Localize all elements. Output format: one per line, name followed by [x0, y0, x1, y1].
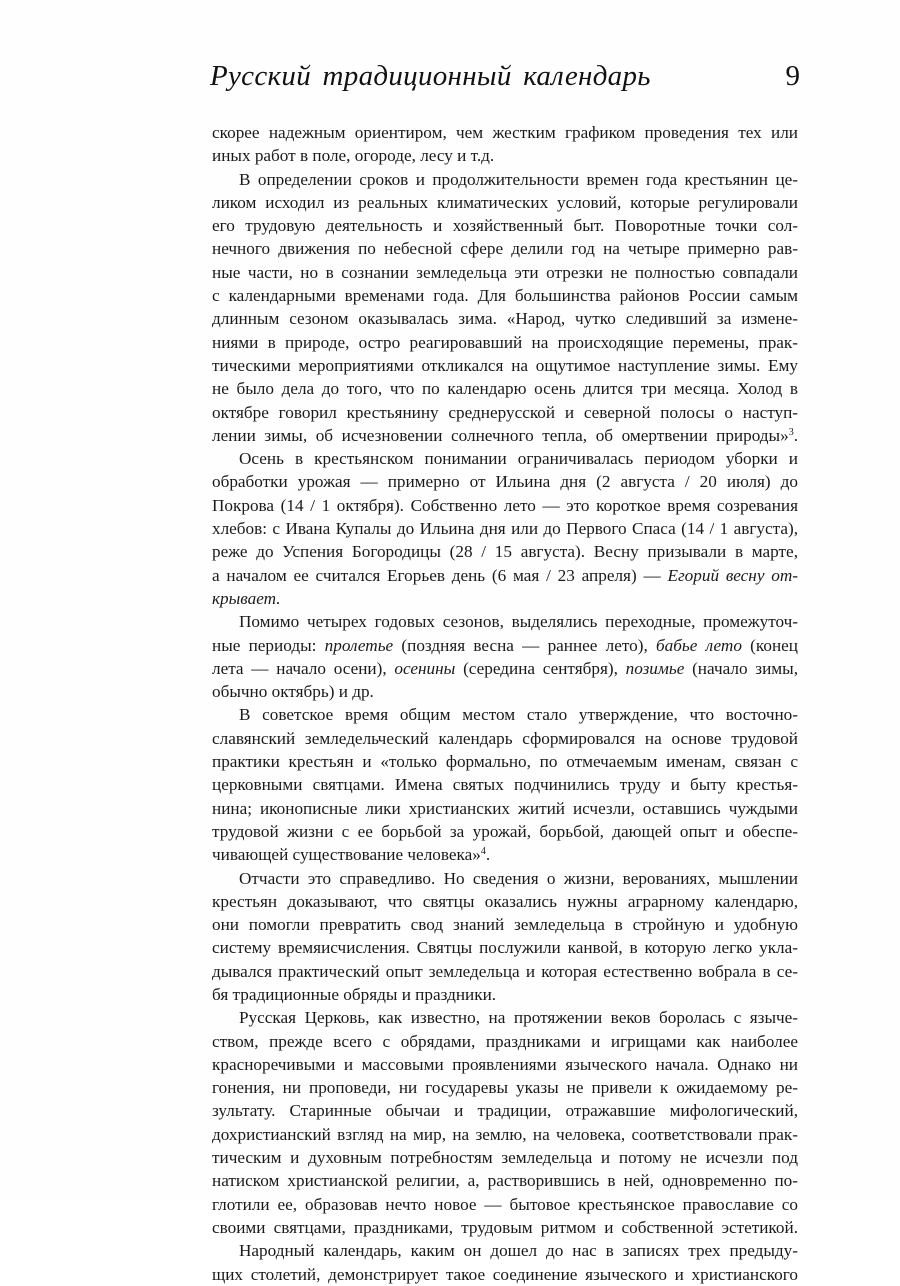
- text-line: славянский земледельческий календарь сформировался на основе трудовой: [212, 728, 798, 748]
- text-line: Осень в крестьянском понимании ограничивалась периодом уборки и: [239, 449, 798, 469]
- text-line: Русская Церковь, как известно, на протяжении веков боролась с языче-: [239, 1008, 798, 1028]
- text-line: дывался практический опыт земледельца и которая естественно вобрала в се-: [212, 961, 798, 981]
- text-line: зультату. Старинные обычаи и традиции, отражавшие мифологический,: [212, 1101, 798, 1121]
- text-line: ством, прежде всего с обрядами, праздниками и игрищами как наиболее: [212, 1031, 798, 1051]
- text-line: ные периоды: пролетье (поздняя весна — раннее лето), бабье лето (конец: [212, 635, 798, 655]
- text-line: крестьян доказывают, что святцы оказались нужны аграрному календарю,: [212, 891, 798, 911]
- text-line: практики крестьян и «только формально, по отмечаемым именам, связан с: [212, 752, 798, 772]
- text-line: обработки урожая — примерно от Ильина дня (2 августа / 20 июля) до: [212, 472, 798, 492]
- text-line: глотили ее, образовав нечто новое — бытовое крестьянское православие со: [212, 1194, 798, 1214]
- text-line: красноречивыми и массовыми проявлениями языческого начала. Однако ни: [212, 1054, 798, 1074]
- text-line: не было дела до того, что по календарю осень длится три месяца. Холод в: [212, 379, 798, 399]
- text-line: тическим и духовным потребностям земледельца и потому не исчезли под: [212, 1148, 798, 1168]
- body-text: [212, 121, 798, 1286]
- text-line: своими святцами, праздниками, трудовым ритмом и собственной эстетикой.: [212, 1217, 798, 1237]
- text-line: нечного движения по небесной сфере делили год на четыре примерно рав-: [212, 239, 798, 259]
- text-line: нина; иконописные лики христианских житий исчезли, оставшись чуждыми: [212, 798, 798, 818]
- text-line: гонения, ни проповеди, ни государевы указы не привели к ожидаемому ре-: [212, 1078, 798, 1098]
- text-line: трудовой жизни с ее борьбой за урожай, борьбой, дающей опыт и обеспе-: [212, 821, 798, 841]
- text-line: длинным сезоном оказывалась зима. «Народ, чутко следивший за измене-: [212, 309, 798, 329]
- text-line: ные части, но в сознании земледельца эти отрезки не полностью совпадали: [212, 262, 798, 282]
- text-line: ниями в природе, остро реагировавший на происходящие перемены, прак-: [212, 332, 798, 352]
- text-line: а началом ее считался Егорьев день (6 мая / 23 апреля) — Егорий весну от-: [212, 565, 798, 585]
- text-line: В советское время общим местом стало утверждение, что восточно-: [239, 705, 798, 725]
- text-line: натиском христианской религии, а, растворившись в ней, одновременно по-: [212, 1171, 798, 1191]
- text-line: Народный календарь, каким он дошел до нас в записях трех предыду-: [239, 1241, 798, 1261]
- page-number: 9: [785, 60, 800, 92]
- text-line: церковными святцами. Имена святых подчинились труду и быту крестья-: [212, 775, 798, 795]
- text-line: щих столетий, демонстрирует такое соединение языческого и христианского: [212, 1264, 798, 1284]
- text-line: октябре говорил крестьянину среднерусской и северной полосы о наступ-: [212, 402, 798, 422]
- text-line: хлебов: с Ивана Купалы до Ильина дня или до Первого Спаса (14 / 1 августа),: [212, 519, 798, 539]
- text-line: чивающей существование человека»$^4$.: [212, 845, 491, 865]
- text-line: реже до Успения Богородицы (28 / 15 августа). Весну призывали в марте,: [212, 542, 798, 562]
- text-line: Отчасти это справедливо. Но сведения о жизни, верованиях, мышлении: [239, 868, 798, 888]
- text-line: тическими мероприятиями откликался на ощутимое наступление зимы. Ему: [212, 355, 798, 375]
- text-line: Помимо четырех годовых сезонов, выделялись переходные, промежуточ-: [239, 612, 798, 632]
- text-line: его трудовую деятельность и хозяйственный быт. Поворотные точки сол-: [212, 216, 798, 236]
- text-line: бя традиционные обряды и праздники.: [212, 984, 497, 1004]
- footnote-ref: 3: [788, 426, 794, 438]
- text-line: они помогли превратить свод знаний земледельца в стройную и удобную: [212, 915, 798, 935]
- text-line: ликом исходил из реальных климатических условий, которые регулировали: [212, 192, 798, 212]
- text-line: с календарными временами года. Для большинства районов России самым: [212, 286, 798, 306]
- running-title: Русский традиционный календарь: [210, 60, 651, 92]
- text-line: В определении сроков и продолжительности времен года крестьянин це-: [239, 169, 798, 189]
- text-line: крывает.: [212, 588, 281, 608]
- text-line: лении зимы, об исчезновении солнечного тепла, об омертвении природы»$^3$.: [212, 425, 798, 445]
- text-line: Покрова (14 / 1 октября). Собственно лето — это короткое время созревания: [212, 495, 798, 515]
- text-line: дохристианский взгляд на мир, на землю, на человека, соответствовали прак-: [212, 1124, 798, 1144]
- footnote-ref: 4: [480, 846, 486, 858]
- text-line: обычно октябрь) и др.: [212, 682, 374, 702]
- text-line: скорее надежным ориентиром, чем жестким графиком проведения тех или: [212, 123, 798, 142]
- text-line: лета — начало осени), осенины (середина сентября), позимье (начало зимы,: [212, 658, 798, 678]
- running-head: [210, 60, 800, 100]
- text-line: иных работ в поле, огороде, лесу и т.д.: [212, 146, 495, 166]
- text-line: систему времяисчисления. Святцы послужили канвой, в которую легко укла-: [212, 938, 798, 958]
